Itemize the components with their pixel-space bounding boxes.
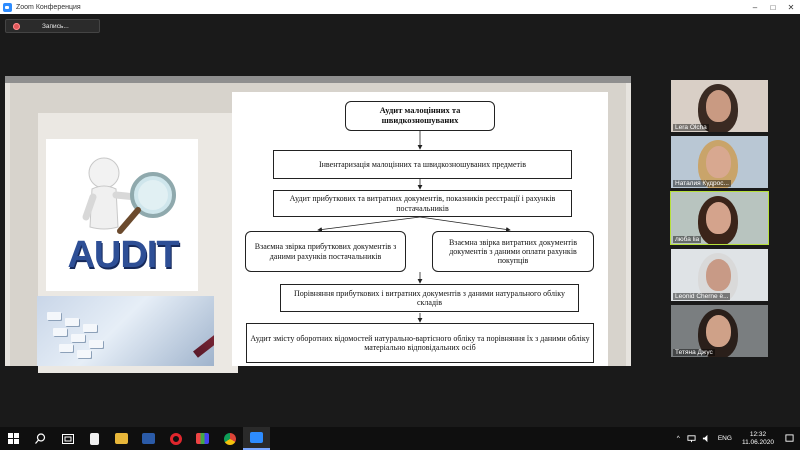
participant-name: Тетяна Джус	[675, 349, 713, 356]
language-indicator[interactable]: ENG	[717, 435, 732, 442]
window-title: Zoom Конференция	[16, 3, 81, 11]
participant-tile[interactable]	[671, 136, 768, 188]
zoom-app-icon	[3, 3, 12, 12]
participant-name: люба lia	[675, 236, 700, 243]
zoom-icon[interactable]	[243, 427, 270, 450]
opera-icon[interactable]	[162, 427, 189, 450]
audit-logo-text: AUDIT	[67, 234, 179, 276]
window-controls	[746, 0, 800, 14]
title-bar	[0, 0, 800, 14]
file-icon[interactable]	[81, 427, 108, 450]
windows-start-icon[interactable]	[0, 427, 27, 450]
clock-time: 12:32	[749, 431, 767, 439]
diagram-box-expenses-reconcile: Взаємна звірка витратних документів документів з даними оплати рахунків покупців	[432, 231, 594, 272]
word-icon[interactable]	[135, 427, 162, 450]
participant-tile[interactable]	[671, 80, 768, 132]
diagram-box-compare-documents: Порівняння прибуткових і витратних документів з даними натурального обліку складів	[280, 284, 579, 312]
audit-illustration	[46, 139, 198, 291]
participant-face	[706, 259, 731, 291]
app-grid-icon[interactable]	[189, 427, 216, 450]
recording-label: Запись...	[42, 22, 69, 30]
explorer-icon[interactable]	[108, 427, 135, 450]
shared-screen-topbar	[5, 76, 631, 83]
diagram-box-documents-audit: Аудит прибуткових та витратних документів, показників реєстрації і рахунків постачальників	[273, 190, 572, 217]
participant-name: Наталия Кудрос...	[675, 180, 729, 187]
participant-face	[706, 202, 731, 234]
network-icon[interactable]	[687, 434, 696, 443]
task-view-icon[interactable]	[54, 427, 81, 450]
close-button[interactable]: ✕	[787, 2, 795, 12]
system-tray	[673, 427, 800, 450]
diagram-box-top: Аудит малоцінних та швидкозношуваних	[345, 101, 495, 131]
volume-icon[interactable]	[702, 434, 711, 443]
participant-tile[interactable]	[671, 249, 768, 301]
clock-date: 11.06.2020	[741, 438, 774, 446]
pen-icon	[193, 302, 214, 358]
recording-indicator[interactable]	[5, 19, 100, 33]
participant-tile-active-speaker[interactable]	[671, 192, 768, 244]
participant-face	[706, 315, 731, 347]
windows-taskbar	[0, 427, 800, 450]
show-hidden-icons-icon[interactable]: ^	[676, 435, 680, 442]
clock[interactable]	[742, 431, 774, 445]
diagram-box-inventory: Інвентаризація малоцінних та швидкозношуваних предметів	[273, 150, 572, 179]
participant-name: Lera Olcha	[675, 124, 707, 131]
search-icon[interactable]	[27, 427, 54, 450]
participant-face	[706, 90, 731, 122]
participant-face	[706, 146, 731, 178]
diagram-box-turnover-audit: Аудит змісту оборотних відомостей натурально-вартісного обліку та порівняння їх з даними обліку матеріально відповідальних осіб	[246, 323, 594, 363]
calculator-image	[37, 296, 214, 366]
participant-tile[interactable]	[671, 305, 768, 357]
minimize-button[interactable]: –	[752, 2, 758, 12]
diagram-box-receipts-reconcile: Взаємна звірка прибуткових документів з даними рахунків постачальників	[245, 231, 406, 272]
maximize-button[interactable]: □	[770, 2, 776, 12]
chrome-icon[interactable]	[216, 427, 243, 450]
participant-name: Leonid Cherne ë...	[675, 293, 729, 300]
notifications-icon[interactable]	[785, 434, 794, 443]
record-dot-icon	[13, 23, 20, 30]
